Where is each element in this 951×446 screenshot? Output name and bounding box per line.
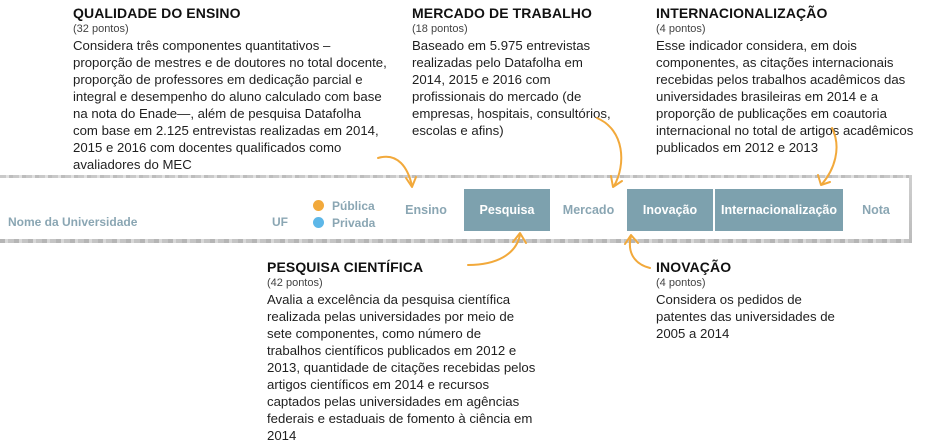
note-mercado bbox=[412, 5, 612, 139]
torn-edge-right bbox=[909, 175, 912, 243]
legend-item-publica bbox=[313, 197, 375, 214]
note-pesquisa-title: PESQUISA CIENTÍFICA bbox=[267, 259, 424, 275]
table-header-bar bbox=[0, 175, 912, 243]
note-ensino-title: QUALIDADE DO ENSINO bbox=[73, 5, 241, 21]
column-header-ensino[interactable]: Ensino bbox=[405, 203, 447, 217]
note-inovacao-body: Considera os pedidos de patentes das universidades de 2005 a 2014 bbox=[656, 292, 835, 341]
torn-edge-top bbox=[0, 175, 912, 178]
legend-item-privada bbox=[313, 214, 375, 231]
column-header-inovacao[interactable]: Inovação bbox=[627, 189, 713, 231]
note-mercado-points: (18 pontos) bbox=[412, 23, 468, 35]
note-internacionalizacao bbox=[656, 5, 916, 156]
publica-dot-icon bbox=[313, 200, 324, 211]
note-mercado-title: MERCADO DE TRABALHO bbox=[412, 5, 593, 21]
torn-edge-bottom bbox=[0, 239, 912, 243]
note-inovacao bbox=[656, 259, 836, 342]
note-pesquisa-body: Avalia a excelência da pesquisa científica realizada pelas universidades por meio de sete componentes, como número de trabalhos científicos publicados em 2012 e 2013, quantidade de citações recebidas pelos artigos científicos em 2014 e recursos captados pelas universidades em agências federais e estaduais de fomento à ciência em 2014 bbox=[267, 292, 536, 443]
legend-label-publica: Pública bbox=[332, 198, 375, 213]
column-header-uf[interactable]: UF bbox=[272, 215, 288, 229]
note-pesquisa-points: (42 pontos) bbox=[267, 277, 323, 289]
note-internacionalizacao-points: (4 pontos) bbox=[656, 23, 706, 35]
note-ensino-body: Considera três componentes quantitativos –proporção de mestres e de doutores no total docente, proporção de professores em dedicação parcial e integral e desempenho do aluno calculado com base na nota do Enade—, além de pesquisa Datafolha com base em 2.125 entrevistas realizadas em 2014, 2015 e 2016 com docentes qualificados como avaliadores do MEC bbox=[73, 38, 387, 172]
legend-label-privada: Privada bbox=[332, 215, 376, 230]
privada-dot-icon bbox=[313, 217, 324, 228]
legend bbox=[313, 197, 375, 231]
note-pesquisa bbox=[267, 259, 537, 444]
note-inovacao-title: INOVAÇÃO bbox=[656, 259, 732, 275]
column-header-internacionalizacao[interactable]: Internacionalização bbox=[715, 189, 843, 231]
note-internacionalizacao-body: Esse indicador considera, em dois componentes, as citações internacionais recebidas pelos trabalhos acadêmicos das universidades brasileiras em 2014 e a proporção de publicações em coautoria internacional no total de artigos acadêmicos publicados em 2012 e 2013 bbox=[656, 38, 914, 155]
column-header-pesquisa[interactable]: Pesquisa bbox=[464, 189, 550, 231]
note-inovacao-points: (4 pontos) bbox=[656, 277, 706, 289]
column-header-mercado[interactable]: Mercado bbox=[562, 203, 615, 217]
note-ensino bbox=[73, 5, 388, 173]
note-internacionalizacao-title: INTERNACIONALIZAÇÃO bbox=[656, 5, 828, 21]
note-mercado-body: Baseado em 5.975 entrevistas realizadas pelo Datafolha em 2014, 2015 e 2016 com profissionais do mercado (de empresas, hospitais, consultórios, escolas e afins) bbox=[412, 38, 611, 138]
note-ensino-points: (32 pontos) bbox=[73, 23, 129, 35]
column-header-nome[interactable]: Nome da Universidade bbox=[8, 215, 138, 229]
column-header-nota[interactable]: Nota bbox=[862, 203, 890, 217]
